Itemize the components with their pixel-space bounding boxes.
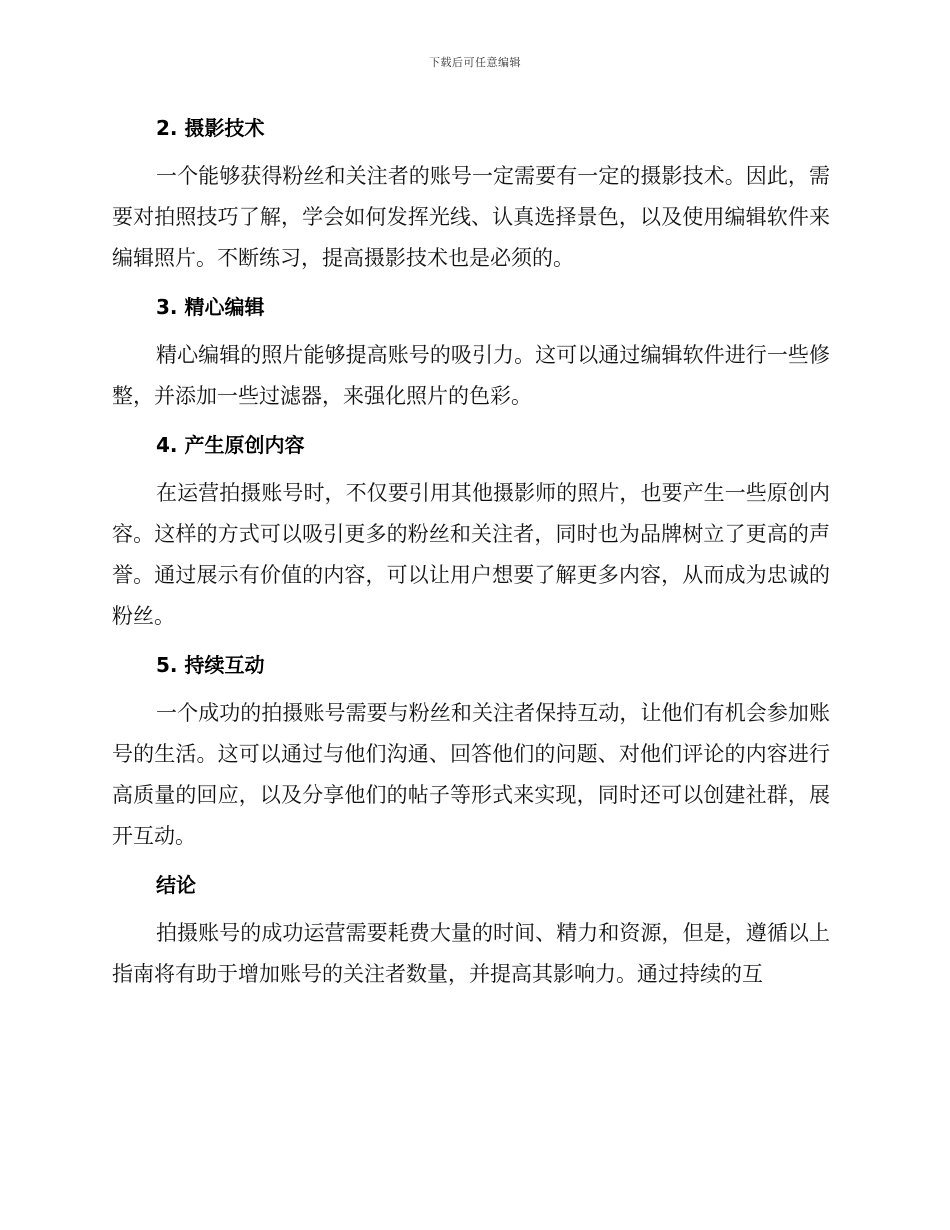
section-heading: 2. 摄影技术 bbox=[156, 116, 265, 140]
section-paragraph: 一个能够获得粉丝和关注者的账号一定需要有一定的摄影技术。因此，需要对拍照技巧了解，学会如何发挥光线、认真选择景色，以及使用编辑软件来编辑照片。不断练习，提高摄影技术也是必须的。 bbox=[112, 164, 830, 270]
section-conclusion bbox=[112, 865, 830, 995]
section-paragraph: 在运营拍摄账号时，不仅要引用其他摄影师的照片，也要产生一些原创内容。这样的方式可以吸引更多的粉丝和关注者，同时也为品牌树立了更高的声誉。通过展示有价值的内容，可以让用户想要了解更多内容，从而成为忠诚的粉丝。 bbox=[112, 481, 830, 628]
document-body bbox=[112, 108, 830, 1003]
section-paragraph: 一个成功的拍摄账号需要与粉丝和关注者保持互动，让他们有机会参加账号的生活。这可以通过与他们沟通、回答他们的问题、对他们评论的内容进行高质量的回应，以及分享他们的帖子等形式来实现，同时还可以创建社群，展开互动。 bbox=[112, 701, 830, 848]
section-heading: 结论 bbox=[156, 873, 196, 897]
section-original-content bbox=[112, 425, 830, 637]
section-continuous-interaction bbox=[112, 645, 830, 857]
page-header: 下载后可任意编辑 bbox=[429, 56, 521, 69]
section-photography-skills bbox=[112, 108, 830, 279]
section-heading: 5. 持续互动 bbox=[156, 653, 265, 677]
section-paragraph: 拍摄账号的成功运营需要耗费大量的时间、精力和资源，但是，遵循以上指南将有助于增加账号的关注者数量，并提高其影响力。通过持续的互 bbox=[112, 921, 830, 986]
section-heading: 3. 精心编辑 bbox=[156, 295, 265, 319]
section-paragraph: 精心编辑的照片能够提高账号的吸引力。这可以通过编辑软件进行一些修整，并添加一些过滤器，来强化照片的色彩。 bbox=[112, 343, 830, 408]
section-heading: 4. 产生原创内容 bbox=[156, 433, 305, 457]
section-careful-editing bbox=[112, 287, 830, 417]
